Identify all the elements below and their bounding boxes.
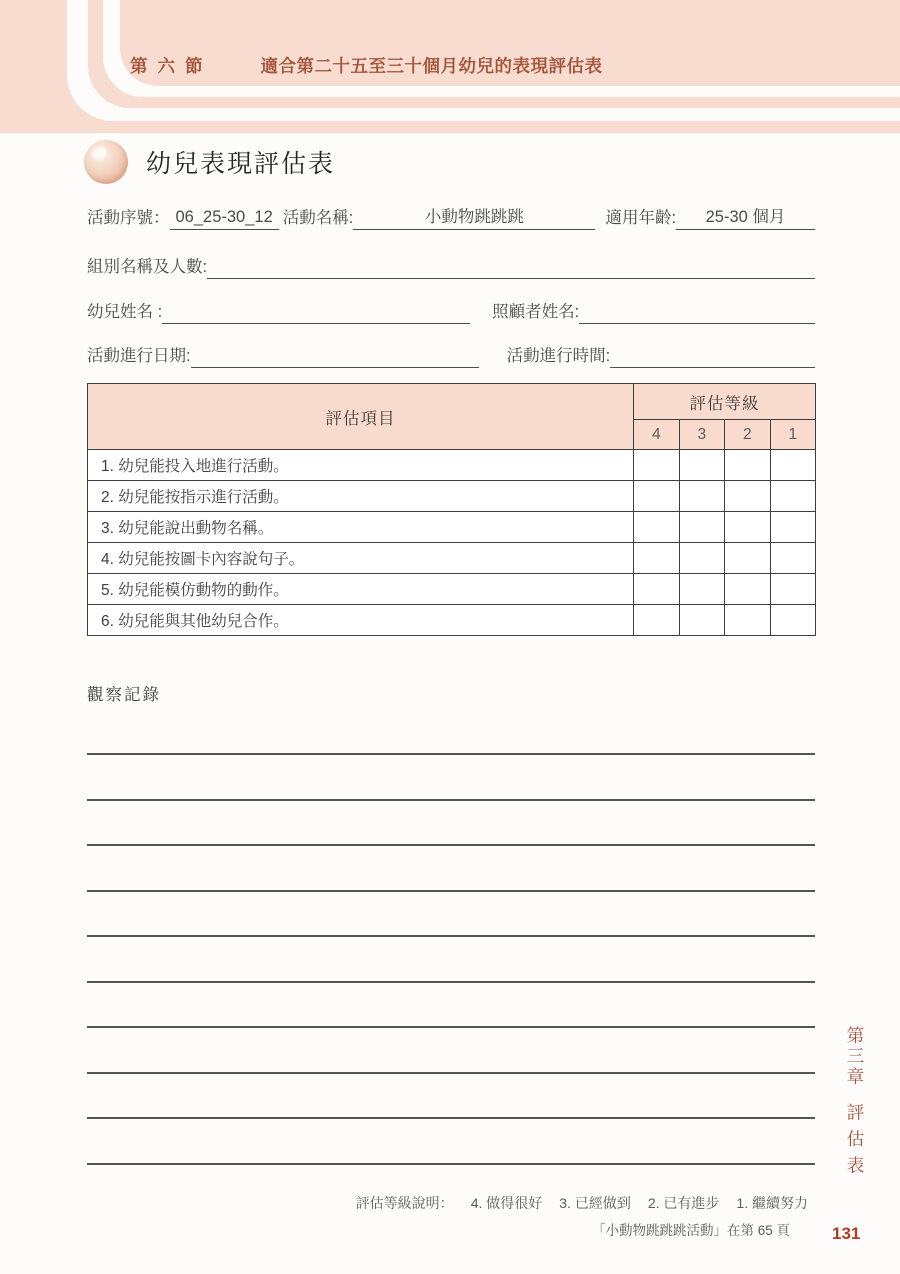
group-blank-field: [207, 256, 815, 279]
legend-label: 評估等級說明：: [355, 1195, 454, 1211]
form-title: 幼兒表現評估表: [146, 150, 336, 178]
assessment-row: [88, 450, 816, 481]
child-name-label: 幼兒姓名 :: [87, 303, 163, 321]
activity-reference: 「小動物跳跳跳活動」在第 65 頁: [591, 1223, 790, 1238]
grade-column-header: 3: [679, 420, 725, 450]
date-label: 活動進行日期:: [87, 347, 191, 365]
score-cell: [634, 574, 680, 605]
activity-name-value: 小動物跳跳跳: [353, 203, 595, 230]
score-cell: [679, 605, 725, 636]
score-cell: [679, 512, 725, 543]
ruled-line: [87, 799, 815, 801]
score-cell: [770, 450, 816, 481]
section-header-band: [120, 0, 900, 86]
assessment-row: [88, 543, 816, 574]
ball-icon: [84, 140, 128, 184]
form-row-group: [87, 253, 815, 279]
score-cell: [725, 605, 771, 636]
assessment-table: [87, 383, 816, 636]
score-cell: [634, 450, 680, 481]
table-header-row-1: [88, 384, 816, 420]
ruled-line: [87, 981, 815, 983]
score-cell: [725, 450, 771, 481]
assessment-table-body: [88, 384, 816, 636]
grade-column-header: 2: [725, 420, 771, 450]
assessment-item: 1. 幼兒能投入地進行活動。: [88, 450, 634, 481]
grade-legend: [356, 1193, 808, 1213]
score-cell: [770, 543, 816, 574]
score-cell: [679, 543, 725, 574]
score-cell: [634, 512, 680, 543]
score-cell: [770, 574, 816, 605]
assessment-row: [88, 574, 816, 605]
assessment-item: 2. 幼兒能按指示進行活動。: [88, 481, 634, 512]
ruled-line: [87, 1163, 815, 1165]
grade-column-header: 1: [770, 420, 816, 450]
carer-name-blank-field: [579, 301, 815, 324]
assessment-row: [88, 512, 816, 543]
page-header: [0, 0, 900, 133]
score-cell: [725, 543, 771, 574]
assessment-item: 5. 幼兒能模仿動物的動作。: [88, 574, 634, 605]
chapter-tab: [843, 1026, 868, 1182]
ruled-line: [87, 1117, 815, 1119]
ruled-line: [87, 935, 815, 937]
chapter-section-label: 評估表: [845, 1102, 865, 1182]
age-value: 25-30 個月: [676, 203, 815, 230]
date-blank-field: [191, 345, 479, 368]
score-cell: [679, 574, 725, 605]
score-cell: [770, 605, 816, 636]
age-label: 適用年齡:: [605, 209, 677, 227]
ruled-line: [87, 1072, 815, 1074]
activity-name-label: 活動名稱:: [282, 209, 354, 227]
score-cell: [679, 481, 725, 512]
time-blank-field: [610, 345, 815, 368]
child-name-blank-field: [162, 301, 470, 324]
score-cell: [634, 543, 680, 574]
score-cell: [634, 481, 680, 512]
observation-label: 觀察記錄: [87, 686, 161, 704]
assessment-item: 6. 幼兒能與其他幼兒合作。: [88, 605, 634, 636]
grade-group-header: 評估等級: [634, 384, 816, 420]
assessment-item: 3. 幼兒能說出動物名稱。: [88, 512, 634, 543]
legend-item: 2. 已有進步: [647, 1195, 720, 1211]
score-cell: [725, 481, 771, 512]
form-row-names: [87, 298, 815, 324]
score-cell: [770, 512, 816, 543]
assessment-item: 4. 幼兒能按圖卡內容說句子。: [88, 543, 634, 574]
form-row-activity: [87, 203, 815, 230]
carer-name-label: 照顧者姓名:: [492, 303, 580, 321]
legend-item: 1. 繼續努力: [736, 1195, 808, 1211]
ball-highlight: [90, 144, 109, 161]
section-title: 適合第二十五至三十個月幼兒的表現評估表: [260, 56, 603, 76]
ruled-line: [87, 844, 815, 846]
score-cell: [725, 574, 771, 605]
score-cell: [634, 605, 680, 636]
activity-no-label: 活動序號：: [87, 209, 170, 227]
ruled-line: [87, 1026, 815, 1028]
legend-item: 3. 已經做到: [559, 1195, 631, 1211]
score-cell: [679, 450, 725, 481]
item-column-header: 評估項目: [88, 384, 634, 450]
assessment-row: [88, 605, 816, 636]
legend-item: 4. 做得很好: [470, 1195, 543, 1211]
activity-no-value: 06_25-30_12: [170, 208, 279, 230]
assessment-row: [88, 481, 816, 512]
group-label: 組別名稱及人數:: [87, 258, 208, 276]
chapter-label: 第三章: [845, 1026, 865, 1088]
grade-column-header: 4: [634, 420, 680, 450]
section-number: 第六節: [130, 56, 213, 76]
score-cell: [770, 481, 816, 512]
ruled-line: [87, 890, 815, 892]
form-row-datetime: [87, 342, 815, 368]
time-label: 活動進行時間:: [506, 347, 611, 365]
score-cell: [725, 512, 771, 543]
ruled-line: [87, 753, 815, 755]
page-number: 131: [832, 1224, 861, 1243]
